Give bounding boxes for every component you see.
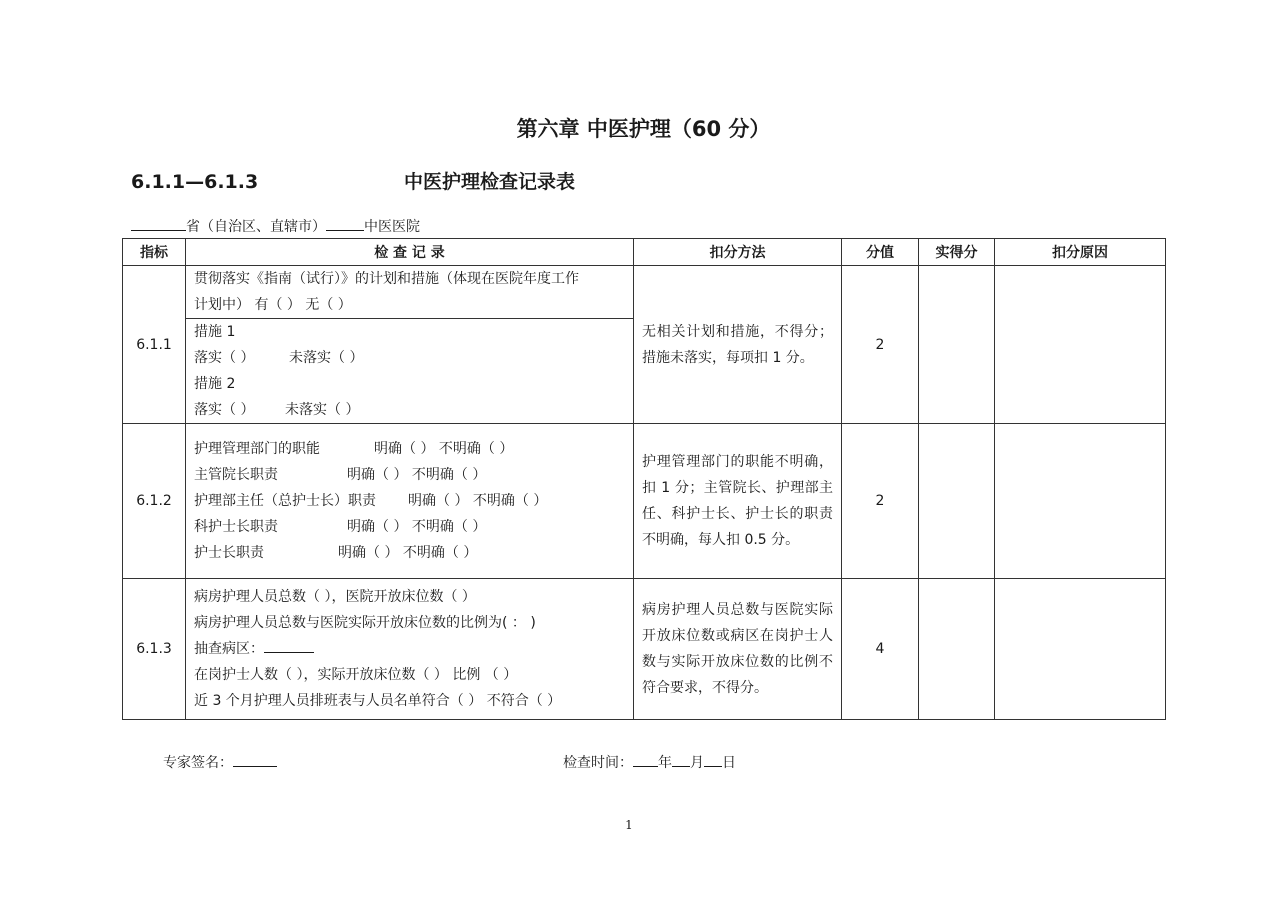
indicator-cell: 6.1.3: [123, 579, 186, 720]
record-line: [194, 397, 625, 423]
day-blank[interactable]: [704, 752, 722, 767]
record-line: [194, 488, 625, 514]
year-blank[interactable]: [633, 752, 658, 767]
record-option: 未落实（ ）: [285, 402, 360, 418]
record-options: 明确（ ） 不明确（ ）: [374, 441, 514, 457]
record-label: 护士长职责: [194, 545, 264, 561]
score-cell: 4: [842, 579, 919, 720]
time-label: 检查时间：: [563, 755, 633, 771]
record-option: 未落实（ ）: [289, 350, 364, 366]
record-line: 贯彻落实《指南（试行）》的计划和措施（体现在医院年度工作: [194, 271, 579, 287]
header-reason: 扣分原因: [995, 239, 1166, 266]
record-options: 明确（ ） 不明确（ ）: [338, 545, 478, 561]
actual-score-cell[interactable]: [919, 579, 995, 720]
record-label: 主管院长职责: [194, 467, 278, 483]
record-label: 护理部主任（总护士长）职责: [194, 493, 376, 509]
table-row: [123, 579, 1166, 720]
section-code: 6.1.1—6.1.3: [131, 171, 259, 193]
record-cell: [186, 266, 634, 319]
score-cell: 2: [842, 424, 919, 579]
header-indicator: 指标: [123, 239, 186, 266]
record-cell: [186, 424, 634, 579]
table-header-row: [123, 239, 1166, 266]
page-number: 1: [625, 818, 633, 832]
header-actual: 实得分: [919, 239, 995, 266]
record-option: 落实（ ）: [194, 402, 255, 418]
record-line: [194, 436, 625, 462]
day-label: 日: [722, 755, 736, 771]
score-cell: 2: [842, 266, 919, 424]
record-line: 病房护理人员总数与医院实际开放床位数的比例为( ： ): [194, 615, 536, 631]
header-record: 检 查 记 录: [186, 239, 634, 266]
record-line: 在岗护士人数（ ），实际开放床位数（ ） 比例 （ ）: [194, 667, 518, 683]
record-label: 护理管理部门的职能: [194, 441, 320, 457]
section-heading: [131, 167, 575, 194]
record-line: [194, 636, 625, 662]
record-line: [194, 540, 625, 566]
expert-signature: [163, 752, 277, 772]
header-score: 分值: [842, 239, 919, 266]
record-option: 落实（ ）: [194, 350, 255, 366]
record-line: [194, 462, 625, 488]
actual-score-cell[interactable]: [919, 424, 995, 579]
record-options: 明确（ ） 不明确（ ）: [408, 493, 548, 509]
record-line: 计划中） 有（ ） 无（ ）: [194, 297, 352, 313]
chapter-title: 第六章 中医护理（60 分）: [516, 117, 771, 141]
deduction-reason-cell[interactable]: [995, 579, 1166, 720]
month-label: 月: [690, 755, 704, 771]
record-line: 措施 2: [194, 376, 236, 392]
record-label: 抽查病区：: [194, 641, 264, 657]
section-title: 中医护理检查记录表: [404, 171, 576, 193]
table-row: [123, 266, 1166, 319]
region-line: [131, 216, 420, 236]
year-label: 年: [658, 755, 672, 771]
inspection-record-table: [122, 238, 1166, 720]
method-cell: 无相关计划和措施，不得分；措施未落实，每项扣 1 分。: [634, 266, 842, 424]
method-cell: 病房护理人员总数与医院实际开放床位数或病区在岗护士人数与实际开放床位数的比例不符合要求，不得分。: [634, 579, 842, 720]
signature-blank[interactable]: [233, 752, 277, 767]
record-line: [194, 514, 625, 540]
record-line: [194, 345, 625, 371]
table-row: [123, 424, 1166, 579]
record-cell: [186, 319, 634, 424]
month-blank[interactable]: [672, 752, 690, 767]
province-label: 省（自治区、直辖市）: [186, 219, 326, 235]
indicator-cell: 6.1.1: [123, 266, 186, 424]
record-label: 科护士长职责: [194, 519, 278, 535]
deduction-reason-cell[interactable]: [995, 424, 1166, 579]
province-blank[interactable]: [131, 216, 186, 231]
actual-score-cell[interactable]: [919, 266, 995, 424]
record-options: 明确（ ） 不明确（ ）: [347, 519, 487, 535]
deduction-reason-cell[interactable]: [995, 266, 1166, 424]
record-line: 措施 1: [194, 324, 236, 340]
method-cell: 护理管理部门的职能不明确，扣 1 分；主管院长、护理部主任、科护士长、护士长的职责不明确，每人扣 0.5 分。: [634, 424, 842, 579]
header-method: 扣分方法: [634, 239, 842, 266]
record-options: 明确（ ） 不明确（ ）: [347, 467, 487, 483]
ward-blank[interactable]: [264, 638, 314, 653]
signature-label: 专家签名：: [163, 755, 233, 771]
inspection-time: [563, 752, 736, 772]
hospital-label: 中医医院: [364, 219, 420, 235]
record-line: 病房护理人员总数（ ），医院开放床位数（ ）: [194, 589, 476, 605]
indicator-cell: 6.1.2: [123, 424, 186, 579]
record-cell: [186, 579, 634, 720]
record-line: 近 3 个月护理人员排班表与人员名单符合（ ） 不符合（ ）: [194, 693, 562, 709]
hospital-blank[interactable]: [326, 216, 364, 231]
